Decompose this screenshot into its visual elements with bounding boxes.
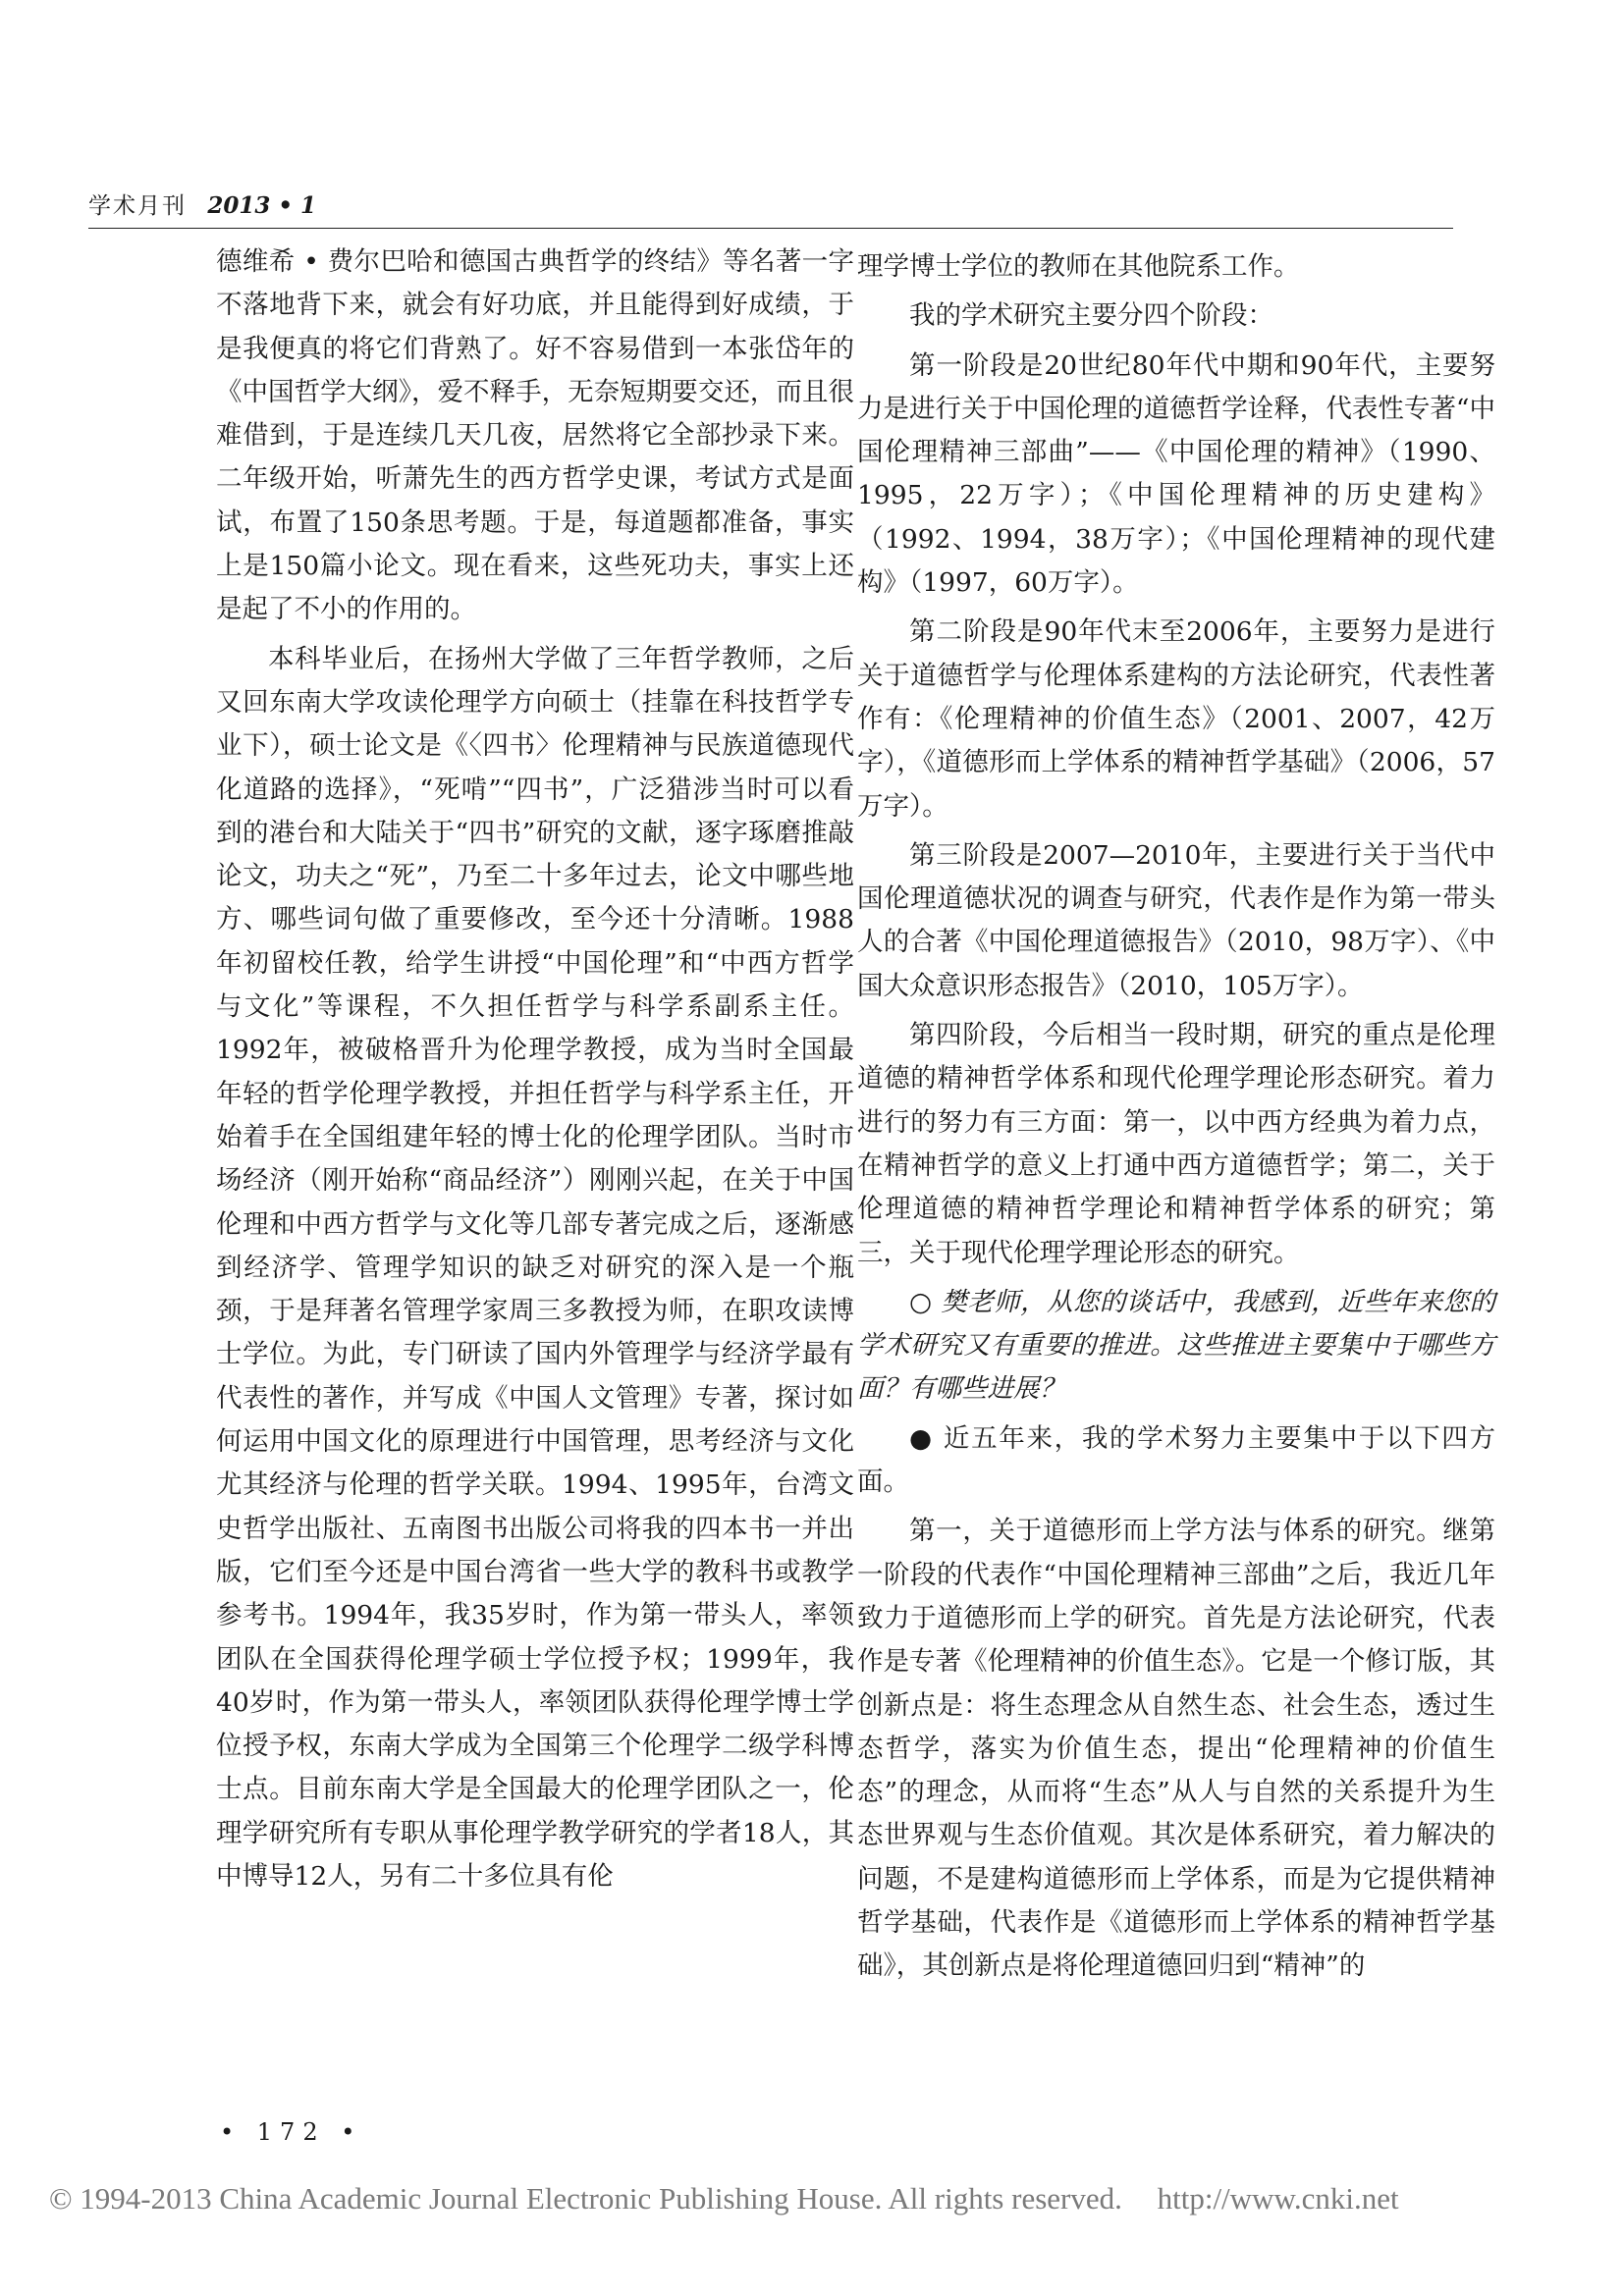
page-number: • 172 • xyxy=(220,2118,363,2146)
running-header xyxy=(88,187,1453,226)
paragraph: 第一阶段是20世纪80年代中期和90年代，主要努力是进行关于中国伦理的道德哲学诠释，代表性专著“中国伦理精神三部曲”——《中国伦理的精神》（1990、1995，22万字）；《中国伦理精神的历史建构》（1992、1994，38万字）；《中国伦理精神的现代建构》（1997，60万字）。 xyxy=(857,349,1495,599)
journal-name: 学术月刊 xyxy=(88,193,187,219)
footer-link[interactable]: http://www.cnki.net xyxy=(1157,2181,1399,2216)
paragraph: 第三阶段是2007—2010年，主要进行关于当代中国伦理道德状况的调查与研究，代表作是作为第一带头人的合著《中国伦理道德报告》（2010，98万字）、《中国大众意识形态报告》（2010，105万字）。 xyxy=(857,839,1495,1001)
paragraph: 第四阶段，今后相当一段时期，研究的重点是伦理道德的精神哲学体系和现代伦理学理论形态研究。着力进行的努力有三方面：第一，以中西方经典为着力点，在精神哲学的意义上打通中西方道德哲学；第二，关于伦理道德的精神哲学理论和精神哲学体系的研究；第三，关于现代伦理学理论形态的研究。 xyxy=(857,1020,1495,1268)
interview-answer: ● 近五年来，我的学术努力主要集中于以下四方面。 xyxy=(857,1422,1495,1498)
paragraph: 第二阶段是90年代末至2006年，主要努力是进行关于道德哲学与伦理体系建构的方法论研究，代表性著作有：《伦理精神的价值生态》（2001、2007，42万字），《道德形而上学体系的精神哲学基础》（2006，57万字）。 xyxy=(857,616,1495,822)
paragraph: 德维希 • 费尔巴哈和德国古典哲学的终结》等名著一字不落地背下来，就会有好功底，并且能得到好成绩，于是我便真的将它们背熟了。好不容易借到一本张岱年的《中国哲学大纲》，爱不释手，无奈短期要交还，而且很难借到，于是连续几天几夜，居然将它全部抄录下来。二年级开始，听萧先生的西方哲学史课，考试方式是面试，布置了150条思考题。于是，每道题都准备，事实上是150篇小论文。现在看来，这些死功夫，事实上还是起了不小的作用的。 xyxy=(216,246,854,625)
copyright-text: © 1994-2013 China Academic Journal Electronic Publishing House. All rights reserved. xyxy=(49,2181,1122,2216)
paragraph: 理学博士学位的教师在其他院系工作。 xyxy=(857,251,1300,282)
paragraph: 第一，关于道德形而上学方法与体系的研究。继第一阶段的代表作“中国伦理精神三部曲”之后，我近几年致力于道德形而上学的研究。首先是方法论研究，代表作是专著《伦理精神的价值生态》。它是一个修订版，其创新点是：将生态理念从自然生态、社会生态，透过生态哲学，落实为价值生态，提出“伦理精神的价值生态”的理念，从而将“生态”从人与自然的关系提升为生态世界观与生态价值观。其次是体系研究，着力解决的问题，不是建构道德形而上学体系，而是为它提供精神哲学基础，代表作是《道德形而上学体系的精神哲学基础》，其创新点是将伦理道德回归到“精神”的 xyxy=(857,1516,1495,1982)
issue-number: 2013 • 1 xyxy=(207,192,317,219)
copyright-footer xyxy=(49,2181,1620,2216)
paragraph: 本科毕业后，在扬州大学做了三年哲学教师，之后又回东南大学攻读伦理学方向硕士（挂靠在科技哲学专业下），硕士论文是《〈四书〉伦理精神与民族道德现代化道路的选择》，“死啃”“四书”，广泛猎涉当时可以看到的港台和大陆关于“四书”研究的文献，逐字琢磨推敲论文，功夫之“死”，乃至二十多年过去，论文中哪些地方、哪些词句做了重要修改，至今还十分清晰。1988年初留校任教，给学生讲授“中国伦理”和“中西方哲学与文化”等课程，不久担任哲学与科学系副系主任。1992年，被破格晋升为伦理学教授，成为当时全国最年轻的哲学伦理学教授，并担任哲学与科学系主任，开始着手在全国组建年轻的博士化的伦理学团队。当时市场经济（刚开始称“商品经济”）刚刚兴起，在关于中国伦理和中西方哲学与文化等几部专著完成之后，逐渐感到经济学、管理学知识的缺乏对研究的深入是一个瓶颈，于是拜著名管理学家周三多教授为师，在职攻读博士学位。为此，专门研读了国内外管理学与经济学最有代表性的著作，并写成《中国人文管理》专著，探讨如何运用中国文化的原理进行中国管理，思考经济与文化尤其经济与伦理的哲学关联。1994、1995年，台湾文史哲学出版社、五南图书出版公司将我的四本书一并出版，它们至今还是中国台湾省一些大学的教科书或教学参考书。1994年，我35岁时，作为第一带头人，率领团队在全国获得伦理学硕士学位授予权；1999年，我40岁时，作为第一带头人，率领团队获得伦理学博士学位授予权，东南大学成为全国第三个伦理学二级学科博士点。目前东南大学是全国最大的伦理学团队之一，伦理学研究所有专职从事伦理学教学研究的学者18人，其中博导12人，另有二十多位具有伦 xyxy=(216,643,854,1892)
paragraph: 我的学术研究主要分四个阶段： xyxy=(909,300,1273,332)
interview-question: ○ 樊老师，从您的谈话中，我感到，近些年来您的学术研究又有重要的推进。这些推进主要集中于哪些方面？有哪些进展？ xyxy=(857,1286,1495,1405)
right-column xyxy=(857,245,1495,1995)
left-column xyxy=(216,240,854,1904)
header-rule xyxy=(88,228,1453,229)
